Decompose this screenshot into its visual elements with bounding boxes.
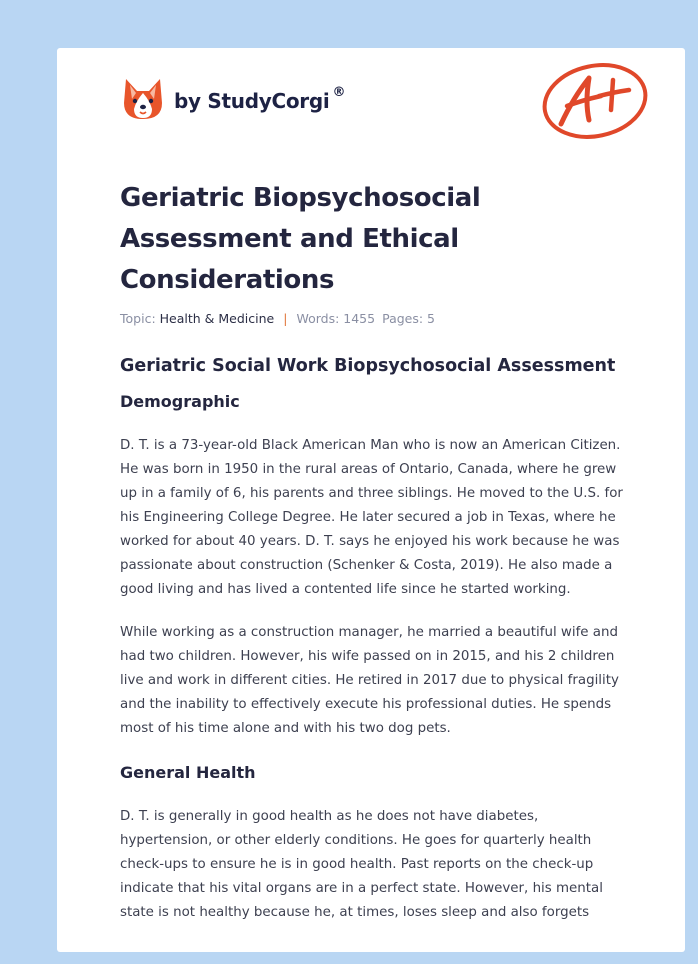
document-meta bbox=[120, 311, 435, 326]
subsection-heading: General Health bbox=[120, 763, 256, 782]
word-count: Words: 1455 bbox=[296, 311, 376, 326]
paragraph: While working as a construction manager, he married a beautiful wife and had two children. However, his wife passed on in 2015, and his 2 children live and work in different cities. He retired in 2017 due to physical fragility and the inability to effectively execute his professional duties. He spends most of his time alone and with his two dog pets. bbox=[120, 625, 619, 736]
brand-name: by StudyCorgi ® bbox=[174, 85, 346, 113]
page-count: Pages: 5 bbox=[382, 311, 436, 326]
corgi-head-icon bbox=[122, 77, 164, 121]
document-page bbox=[57, 48, 685, 952]
section-heading: Geriatric Social Work Biopsychosocial Assessment bbox=[120, 356, 616, 376]
a-plus-grade-icon bbox=[539, 58, 651, 144]
subsection-heading: Demographic bbox=[120, 392, 240, 411]
studycorgi-logo[interactable] bbox=[122, 76, 345, 122]
page-title: Geriatric Biopsychosocial Assessment and Ethical Considerations bbox=[120, 183, 481, 295]
registered-mark: ® bbox=[332, 85, 346, 101]
document-body bbox=[120, 348, 625, 925]
paragraph: D. T. is a 73-year-old Black American Man who is now an American Citizen. He was born in 1950 in the rural areas of Ontario, Canada, where he grew up in a family of 6, his parents and three siblings. He moved to the U.S. for his Engineering College Degree. He later secured a job in Texas, where he worked for about 40 years. D. T. says he enjoyed his work because he was passionate about construction (Schenker & Costa, 2019). He also made a good living and has lived a contented life since he started working. bbox=[120, 438, 623, 597]
topic-link[interactable]: Health & Medicine bbox=[159, 311, 275, 326]
meta-separator: | bbox=[283, 311, 288, 326]
topic-label: Topic: bbox=[120, 311, 156, 326]
paragraph: D. T. is generally in good health as he does not have diabetes, hypertension, or other elderly conditions. He goes for quarterly health check-ups to ensure he is in good health. Past reports on the check-up indicate that his vital organs are in a perfect state. However, his mental state is not healthy because he, at times, loses sleep and also forgets bbox=[120, 809, 603, 920]
